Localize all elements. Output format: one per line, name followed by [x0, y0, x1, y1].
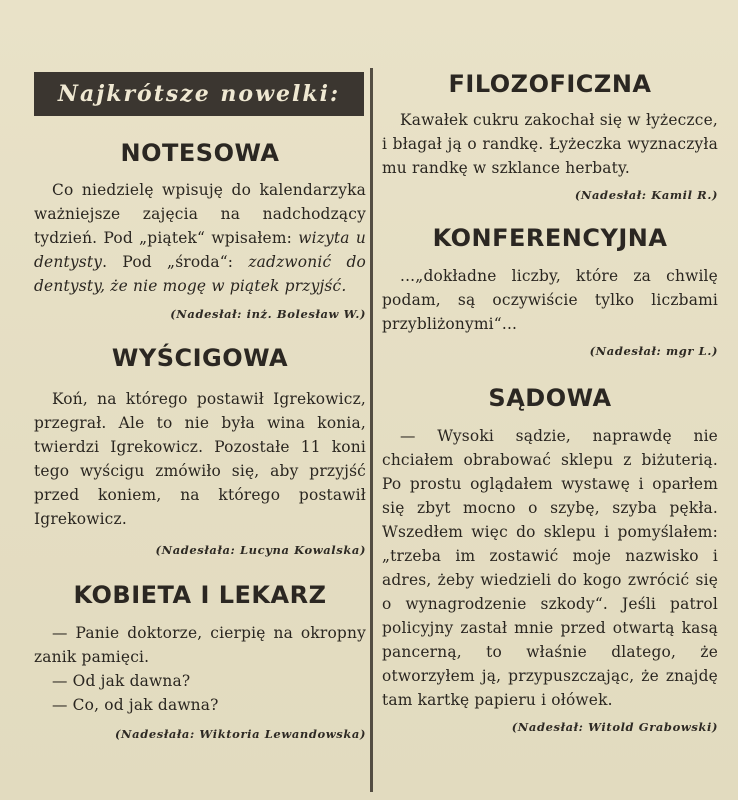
right-column: [382, 66, 718, 734]
story-kobieta-i-lekarz: [34, 579, 366, 741]
story-title: KONFERENCYJNA: [432, 224, 668, 252]
story-signature: (Nadesłała: Wiktoria Lewandowska): [114, 727, 366, 741]
story-text-part: . Pod „środa“:: [102, 253, 249, 271]
story-text: Kawałek cukru zakochał się w łyżeczce, i błagał ją o randkę. Łyżeczka wyznaczyła mu randkę w szklance herbaty.: [382, 111, 718, 177]
dialogue-line: — Co, od jak dawna?: [52, 696, 219, 714]
story-signature: (Nadesłał: Witold Grabowski): [511, 720, 718, 734]
story-title: KOBIETA I LEKARZ: [73, 581, 327, 609]
story-signature: (Nadesłał: inż. Bolesław W.): [170, 307, 366, 321]
story-signature: (Nadesłała: Lucyna Kowalska): [155, 543, 366, 557]
story-text: [34, 178, 366, 298]
story-text-part: Co niedzielę wpisuję do kalendarzyka ważniejsze zajęcia na nadchodzący tydzień. Pod „piątek“ wpisałem:: [34, 181, 366, 247]
story-text: Koń, na którego postawił Igrekowicz, przegrał. Ale to nie była wina konia, twierdzi Igrekowicz. Pozostałe 11 koni tego wyścigu zmówiło się, aby przyjść przed koniem, na którego postawił Igrekowicz.: [34, 390, 366, 528]
story-title: SĄDOWA: [488, 384, 612, 412]
story-signature: (Nadesłał: Kamil R.): [574, 188, 718, 202]
story-signature: (Nadesłał: mgr L.): [589, 344, 718, 358]
story-text: — Wysoki sądzie, naprawdę nie chciałem obrabować sklepu z biżuterią. Po prostu oglądałem wystawę i oparłem się zbyt mocno o szybę, szyba pękła. Wszedłem więc do sklepu i pomyślałem: „trzeba im zostawić moje nazwisko i adres, żeby wiedzieli do kogo zwrócić się o wynagrodzenie szkody“. Jeśli patrol policyjny zastał mnie przed otwartą kasą pancerną, to właśnie dlatego, że otworzyłem ją, przypuszczając, że znajdę tam kartkę papieru i ołówek.: [382, 427, 718, 709]
story-title: NOTESOWA: [120, 139, 280, 167]
story-notesowa: [34, 138, 366, 321]
story-sadowa: [382, 382, 718, 734]
section-banner: [34, 72, 364, 116]
story-konferencyjna: [382, 222, 718, 358]
column-divider: [370, 68, 373, 792]
dialogue-line: — Od jak dawna?: [52, 672, 191, 690]
banner-title: Najkrótsze nowelki:: [57, 81, 341, 107]
story-emphasis: wizyta u dentysty: [34, 229, 366, 271]
dialogue-line: — Panie doktorze, cierpię na okropny zanik pamięci.: [34, 624, 366, 666]
story-wyscigowa: [34, 343, 366, 557]
story-title: FILOZOFICZNA: [448, 70, 652, 98]
story-filozoficzna: [382, 66, 718, 202]
left-column: [34, 72, 366, 741]
story-emphasis: zadzwonić do dentysty, że nie mogę w piątek przyjść.: [34, 253, 366, 295]
story-title: WYŚCIGOWA: [111, 344, 289, 372]
story-text: ...„dokładne liczby, które za chwilę podam, są oczywiście tylko liczbami przybliżonymi“...: [382, 267, 718, 333]
